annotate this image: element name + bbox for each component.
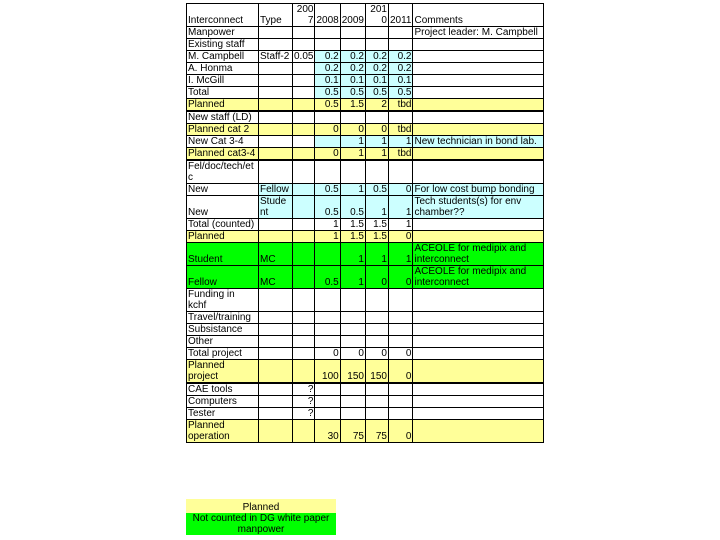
table-cell[interactable] bbox=[388, 39, 413, 51]
table-cell[interactable]: 1 bbox=[340, 266, 365, 289]
table-cell[interactable]: 0.5 bbox=[315, 87, 340, 99]
table-cell[interactable] bbox=[293, 124, 315, 136]
table-row bbox=[187, 161, 544, 184]
table-cell[interactable]: A. Honma bbox=[187, 63, 259, 75]
table-cell[interactable]: Tech students(s) for env chamber?? bbox=[413, 196, 544, 219]
table-row bbox=[187, 266, 544, 289]
table-cell[interactable]: 0 bbox=[315, 124, 340, 136]
table-cell[interactable] bbox=[293, 312, 315, 324]
table-cell[interactable] bbox=[293, 112, 315, 124]
table-cell[interactable]: 0 bbox=[315, 148, 340, 160]
table-cell[interactable]: 30 bbox=[315, 420, 340, 443]
table-cell[interactable] bbox=[365, 336, 388, 348]
table-row bbox=[187, 420, 544, 443]
table-cell[interactable] bbox=[413, 408, 544, 420]
table-cell[interactable] bbox=[259, 148, 293, 160]
table-cell[interactable]: Funding in kchf bbox=[187, 289, 259, 312]
table-cell[interactable]: New Cat 3-4 bbox=[187, 136, 259, 148]
table-cell[interactable]: 0.5 bbox=[315, 99, 340, 111]
table-cell[interactable] bbox=[293, 289, 315, 312]
table-cell[interactable]: 2 bbox=[365, 99, 388, 111]
table-row bbox=[187, 348, 544, 360]
table-cell[interactable] bbox=[259, 289, 293, 312]
table-cell[interactable]: 0.2 bbox=[315, 63, 340, 75]
table-cell[interactable]: tbd bbox=[388, 99, 413, 111]
header-cell[interactable]: 2009 bbox=[340, 4, 365, 27]
table-cell[interactable] bbox=[293, 420, 315, 443]
table-cell[interactable]: Subsistance bbox=[187, 324, 259, 336]
legend bbox=[186, 499, 336, 535]
table-cell[interactable] bbox=[413, 289, 544, 312]
table-cell[interactable]: Project leader: M. Campbell bbox=[413, 27, 544, 39]
table-cell[interactable] bbox=[293, 266, 315, 289]
table-cell[interactable] bbox=[413, 112, 544, 124]
table-row bbox=[187, 396, 544, 408]
table-cell[interactable] bbox=[413, 360, 544, 383]
table-cell[interactable]: 150 bbox=[340, 360, 365, 383]
table-cell[interactable]: 1 bbox=[365, 136, 388, 148]
table-cell[interactable] bbox=[413, 336, 544, 348]
table-cell[interactable] bbox=[259, 136, 293, 148]
table-cell[interactable] bbox=[413, 75, 544, 87]
table-cell[interactable]: Total project bbox=[187, 348, 259, 360]
table-row bbox=[187, 408, 544, 420]
header-cell[interactable]: 2011 bbox=[388, 4, 413, 27]
table-cell[interactable]: 1 bbox=[340, 184, 365, 196]
table-cell[interactable] bbox=[259, 219, 293, 231]
table-cell[interactable] bbox=[293, 63, 315, 75]
table-cell[interactable]: Existing staff bbox=[187, 39, 259, 51]
table-cell[interactable] bbox=[340, 161, 365, 184]
table-row bbox=[187, 324, 544, 336]
table-cell[interactable] bbox=[315, 136, 340, 148]
table-cell[interactable]: 0.5 bbox=[315, 196, 340, 219]
table-cell[interactable]: 1 bbox=[315, 231, 340, 243]
table-cell[interactable]: 0.2 bbox=[388, 63, 413, 75]
table-row bbox=[187, 87, 544, 99]
table-cell[interactable] bbox=[365, 161, 388, 184]
table-cell[interactable]: 0 bbox=[365, 124, 388, 136]
table-cell[interactable] bbox=[340, 396, 365, 408]
table-cell[interactable] bbox=[293, 136, 315, 148]
table-cell[interactable]: Travel/training bbox=[187, 312, 259, 324]
table-cell[interactable] bbox=[293, 360, 315, 383]
table-cell[interactable] bbox=[259, 396, 293, 408]
header-cell[interactable]: 201 0 bbox=[365, 4, 388, 27]
table-cell[interactable] bbox=[388, 312, 413, 324]
table-cell[interactable] bbox=[365, 289, 388, 312]
table-cell[interactable]: New staff (LD) bbox=[187, 112, 259, 124]
table-cell[interactable] bbox=[315, 324, 340, 336]
table-cell[interactable]: 0.5 bbox=[365, 184, 388, 196]
table-cell[interactable] bbox=[388, 27, 413, 39]
table-cell[interactable] bbox=[293, 161, 315, 184]
table-cell[interactable] bbox=[365, 384, 388, 396]
table-cell[interactable] bbox=[315, 39, 340, 51]
table-cell[interactable] bbox=[259, 336, 293, 348]
table-cell[interactable]: 0.2 bbox=[340, 51, 365, 63]
legend-planned: Planned bbox=[186, 499, 336, 513]
table-cell[interactable] bbox=[365, 27, 388, 39]
table-cell[interactable] bbox=[315, 336, 340, 348]
table-cell[interactable] bbox=[315, 312, 340, 324]
table-cell[interactable] bbox=[413, 99, 544, 111]
table-cell[interactable]: 0.1 bbox=[388, 75, 413, 87]
table-cell[interactable]: 0.5 bbox=[340, 87, 365, 99]
table-cell[interactable]: 1 bbox=[365, 243, 388, 266]
table-cell[interactable]: 1.5 bbox=[340, 231, 365, 243]
table-cell[interactable]: Manpower bbox=[187, 27, 259, 39]
table-cell[interactable] bbox=[340, 336, 365, 348]
table-cell[interactable] bbox=[340, 312, 365, 324]
table-cell[interactable]: Tester bbox=[187, 408, 259, 420]
table-cell[interactable] bbox=[413, 161, 544, 184]
table-cell[interactable] bbox=[315, 396, 340, 408]
table-cell[interactable]: Other bbox=[187, 336, 259, 348]
table-cell[interactable]: Total bbox=[187, 87, 259, 99]
table-cell[interactable] bbox=[315, 161, 340, 184]
table-cell[interactable] bbox=[259, 360, 293, 383]
table-cell[interactable] bbox=[340, 112, 365, 124]
table-cell[interactable]: 0.5 bbox=[315, 184, 340, 196]
table-cell[interactable] bbox=[293, 184, 315, 196]
table-row bbox=[187, 148, 544, 160]
table-cell[interactable]: 0 bbox=[388, 184, 413, 196]
table-cell[interactable] bbox=[259, 63, 293, 75]
table-cell[interactable]: 1 bbox=[315, 219, 340, 231]
table-cell[interactable] bbox=[340, 384, 365, 396]
table-row bbox=[187, 243, 544, 266]
table-cell[interactable]: 100 bbox=[315, 360, 340, 383]
table-cell[interactable]: Planned bbox=[187, 99, 259, 111]
table-cell[interactable] bbox=[365, 396, 388, 408]
table-cell[interactable] bbox=[413, 420, 544, 443]
table-cell[interactable] bbox=[413, 124, 544, 136]
table-cell[interactable] bbox=[259, 87, 293, 99]
table-cell[interactable] bbox=[413, 219, 544, 231]
table-cell[interactable] bbox=[293, 39, 315, 51]
table-cell[interactable] bbox=[413, 63, 544, 75]
table-cell[interactable] bbox=[413, 87, 544, 99]
table-cell[interactable] bbox=[259, 27, 293, 39]
table-cell[interactable] bbox=[388, 112, 413, 124]
table-cell[interactable] bbox=[413, 396, 544, 408]
table-cell[interactable]: 0 bbox=[340, 348, 365, 360]
table-cell[interactable] bbox=[293, 196, 315, 219]
table-cell[interactable]: 0.05 bbox=[294, 51, 314, 62]
table-cell[interactable]: 0 bbox=[388, 266, 413, 289]
table-cell[interactable] bbox=[293, 148, 315, 160]
table-cell[interactable]: ? bbox=[293, 384, 315, 396]
table-cell[interactable] bbox=[413, 348, 544, 360]
table-cell[interactable]: 0.5 bbox=[315, 266, 340, 289]
table-cell[interactable]: ACEOLE for medipix and interconnect bbox=[413, 243, 544, 266]
table-cell[interactable] bbox=[413, 312, 544, 324]
header-row bbox=[187, 4, 544, 27]
table-cell[interactable]: tbd bbox=[388, 124, 413, 136]
table-cell[interactable]: 0.1 bbox=[340, 75, 365, 87]
table-cell[interactable]: 1.5 bbox=[340, 99, 365, 111]
table-cell[interactable] bbox=[293, 324, 315, 336]
table-cell[interactable]: 0.2 bbox=[365, 51, 388, 63]
table-cell[interactable]: MC bbox=[259, 243, 293, 266]
table-cell[interactable]: 0 bbox=[315, 348, 340, 360]
table-cell[interactable] bbox=[259, 408, 293, 420]
header-cell[interactable]: Interconnect bbox=[187, 4, 259, 27]
table-cell[interactable]: 150 bbox=[365, 360, 388, 383]
table-row bbox=[187, 312, 544, 324]
table-cell[interactable] bbox=[259, 161, 293, 184]
table-cell[interactable] bbox=[340, 289, 365, 312]
table-cell[interactable] bbox=[340, 324, 365, 336]
table-row bbox=[187, 27, 544, 39]
table-cell[interactable] bbox=[259, 99, 293, 111]
table-cell[interactable] bbox=[259, 348, 293, 360]
table-cell[interactable] bbox=[388, 408, 413, 420]
table-cell[interactable] bbox=[259, 420, 293, 443]
table-cell[interactable]: 0.1 bbox=[365, 75, 388, 87]
table-cell[interactable] bbox=[315, 289, 340, 312]
table-cell[interactable]: 1.5 bbox=[365, 231, 388, 243]
table-cell[interactable]: M. Campbell bbox=[187, 51, 259, 63]
table-cell[interactable]: For low cost bump bonding bbox=[413, 184, 544, 196]
table-cell[interactable] bbox=[293, 27, 315, 39]
table-row bbox=[187, 112, 544, 124]
table-cell[interactable]: 0.2 bbox=[365, 63, 388, 75]
table-cell[interactable]: 1 bbox=[388, 243, 413, 266]
table-cell[interactable] bbox=[388, 289, 413, 312]
table-cell[interactable] bbox=[388, 161, 413, 184]
table-row bbox=[187, 99, 544, 111]
table-cell[interactable] bbox=[365, 112, 388, 124]
table-cell[interactable]: Stude nt bbox=[259, 196, 293, 219]
table-cell[interactable] bbox=[259, 39, 293, 51]
table-row bbox=[187, 51, 544, 63]
table-cell[interactable] bbox=[259, 124, 293, 136]
table-cell[interactable]: Computers bbox=[187, 396, 259, 408]
table-cell[interactable]: 0.2 bbox=[315, 51, 340, 63]
table-cell[interactable]: 75 bbox=[365, 420, 388, 443]
table-cell[interactable] bbox=[365, 408, 388, 420]
table-cell[interactable] bbox=[259, 384, 293, 396]
table-cell[interactable]: 1.5 bbox=[340, 219, 365, 231]
table-row bbox=[187, 336, 544, 348]
table-cell[interactable]: Planned project bbox=[187, 360, 259, 383]
table-cell[interactable] bbox=[259, 312, 293, 324]
table-cell[interactable]: Staff-2 bbox=[259, 51, 293, 63]
table-cell[interactable]: Planned cat 2 bbox=[187, 124, 259, 136]
table-cell[interactable]: 0 bbox=[388, 348, 413, 360]
table-cell[interactable] bbox=[365, 39, 388, 51]
table-row bbox=[187, 289, 544, 312]
table-cell[interactable]: 0 bbox=[388, 420, 413, 443]
table-cell[interactable] bbox=[293, 75, 315, 87]
table-row bbox=[187, 39, 544, 51]
legend-not-counted: Not counted in DG white paper manpower bbox=[186, 513, 336, 535]
table-cell[interactable]: 1 bbox=[365, 148, 388, 160]
table-cell[interactable] bbox=[388, 384, 413, 396]
table-cell[interactable]: ? bbox=[293, 408, 315, 420]
table-cell[interactable] bbox=[388, 336, 413, 348]
table-row bbox=[187, 124, 544, 136]
table-cell[interactable] bbox=[293, 99, 315, 111]
header-cell[interactable]: Comments bbox=[413, 4, 544, 27]
table-cell[interactable] bbox=[340, 27, 365, 39]
table-cell[interactable] bbox=[259, 75, 293, 87]
table-cell[interactable]: MC bbox=[259, 266, 293, 289]
table-cell[interactable] bbox=[293, 243, 315, 266]
table-cell[interactable] bbox=[413, 384, 544, 396]
table-cell[interactable]: New bbox=[187, 184, 259, 196]
table-cell[interactable]: 1 bbox=[340, 148, 365, 160]
table-cell[interactable] bbox=[413, 51, 544, 63]
table-cell[interactable]: Planned operation bbox=[187, 420, 259, 443]
table-cell[interactable]: 0.2 bbox=[388, 51, 413, 63]
table-cell[interactable]: Planned bbox=[187, 231, 259, 243]
table-cell[interactable] bbox=[315, 384, 340, 396]
table-cell[interactable]: 1.5 bbox=[365, 219, 388, 231]
table-cell[interactable] bbox=[259, 324, 293, 336]
header-cell[interactable]: Type bbox=[259, 4, 293, 27]
table-cell[interactable]: Fellow bbox=[259, 184, 293, 196]
table-cell[interactable] bbox=[259, 231, 293, 243]
table-cell[interactable]: 0 bbox=[388, 231, 413, 243]
spreadsheet-table bbox=[186, 3, 544, 443]
table-cell[interactable]: 1 bbox=[388, 136, 413, 148]
table-cell[interactable]: New bbox=[187, 196, 259, 219]
table-row bbox=[187, 360, 544, 383]
table-cell[interactable]: I. McGill bbox=[187, 75, 259, 87]
table-cell[interactable] bbox=[315, 243, 340, 266]
table-cell[interactable]: 0 bbox=[388, 360, 413, 383]
table-cell[interactable]: 0.5 bbox=[365, 87, 388, 99]
table-cell[interactable] bbox=[293, 231, 315, 243]
table-cell[interactable]: Fel/doc/tech/et c bbox=[187, 161, 259, 184]
table-cell[interactable] bbox=[315, 112, 340, 124]
table-row bbox=[187, 384, 544, 396]
table-cell[interactable]: CAE tools bbox=[187, 384, 259, 396]
table-cell[interactable]: ACEOLE for medipix and interconnect bbox=[413, 266, 544, 289]
table-cell[interactable]: 0.2 bbox=[340, 63, 365, 75]
table-cell[interactable]: 1 bbox=[340, 243, 365, 266]
table-cell[interactable] bbox=[413, 39, 544, 51]
table-cell[interactable] bbox=[365, 324, 388, 336]
table-cell[interactable]: 0.5 bbox=[388, 87, 413, 99]
table-cell[interactable] bbox=[293, 336, 315, 348]
table-row bbox=[187, 184, 544, 196]
table-cell[interactable] bbox=[340, 408, 365, 420]
header-cell[interactable]: 200 7 bbox=[293, 4, 315, 27]
table-cell[interactable]: 0 bbox=[340, 124, 365, 136]
table-cell[interactable]: Total (counted) bbox=[187, 219, 259, 231]
table-cell[interactable] bbox=[293, 87, 315, 99]
table-cell[interactable] bbox=[340, 39, 365, 51]
table-cell[interactable]: Student bbox=[187, 243, 259, 266]
table-cell[interactable] bbox=[388, 396, 413, 408]
table-cell[interactable] bbox=[315, 408, 340, 420]
table-row bbox=[187, 63, 544, 75]
table-cell[interactable] bbox=[413, 231, 544, 243]
table-cell[interactable]: Fellow bbox=[187, 266, 259, 289]
table-row bbox=[187, 231, 544, 243]
table-cell[interactable]: 1 bbox=[388, 219, 413, 231]
table-cell[interactable]: ? bbox=[293, 396, 315, 408]
table-cell[interactable]: tbd bbox=[388, 148, 413, 160]
table-cell[interactable]: 0 bbox=[365, 266, 388, 289]
table-cell[interactable]: 0 bbox=[365, 348, 388, 360]
table-row bbox=[187, 219, 544, 231]
table-row bbox=[187, 136, 544, 148]
table-cell[interactable]: 1 bbox=[365, 196, 388, 219]
table-cell[interactable] bbox=[365, 312, 388, 324]
table-cell[interactable]: New technician in bond lab. bbox=[413, 136, 544, 148]
table-cell[interactable]: 75 bbox=[340, 420, 365, 443]
table-cell[interactable] bbox=[388, 324, 413, 336]
table-cell[interactable] bbox=[259, 112, 293, 124]
table-cell[interactable]: Planned cat3-4 bbox=[187, 148, 259, 160]
table-cell[interactable] bbox=[413, 148, 544, 160]
table-cell[interactable]: 1 bbox=[340, 136, 365, 148]
table-cell[interactable]: 1 bbox=[388, 196, 413, 219]
table-cell[interactable] bbox=[315, 27, 340, 39]
table-cell[interactable] bbox=[293, 219, 315, 231]
table-cell[interactable]: 0.1 bbox=[315, 75, 340, 87]
header-cell[interactable]: 2008 bbox=[315, 4, 340, 27]
table-cell[interactable]: 0.5 bbox=[340, 196, 365, 219]
table-row bbox=[187, 75, 544, 87]
table-cell[interactable] bbox=[413, 324, 544, 336]
table-row bbox=[187, 196, 544, 219]
table-cell[interactable] bbox=[293, 348, 315, 360]
